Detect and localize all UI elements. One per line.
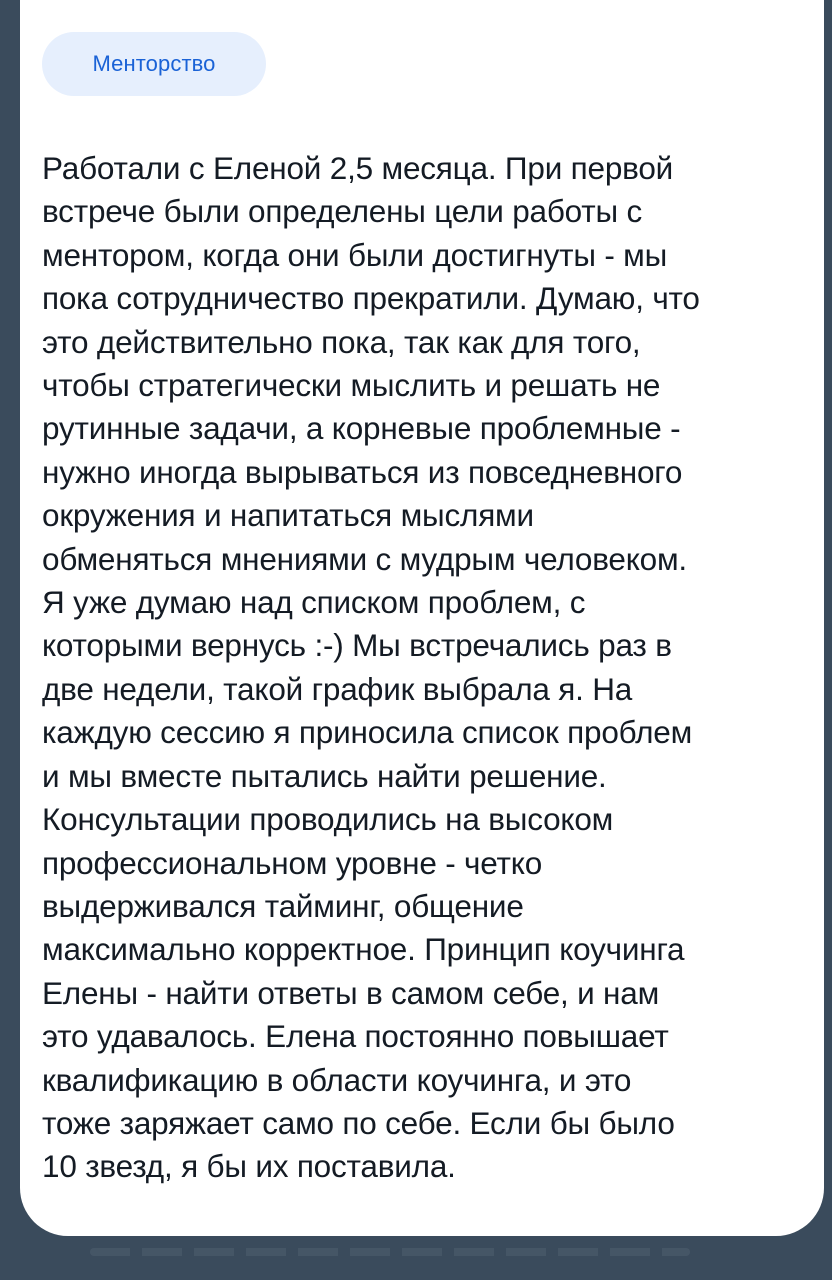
review-line: 10 звезд, я бы их поставила. <box>42 1148 456 1185</box>
review-line: максимально корректное. Принцип коучинга <box>42 931 685 968</box>
category-tag[interactable]: Менторство <box>42 32 266 96</box>
review-line: две недели, такой график выбрала я. На <box>42 670 633 707</box>
review-line: и мы вместе пытались найти решение. <box>42 757 607 794</box>
review-line: квалификацию в области коучинга, и это <box>42 1061 632 1098</box>
review-line: которыми вернусь :-) Мы встречались раз в <box>42 627 672 664</box>
next-card-peek <box>90 1248 690 1256</box>
review-line: обменяться мнениями с мудрым человеком. <box>42 540 687 577</box>
review-line: рутинные задачи, а корневые проблемные - <box>42 410 681 447</box>
review-line: чтобы стратегически мыслить и решать не <box>42 367 661 404</box>
review-line: пока сотрудничество прекратили. Думаю, что <box>42 280 700 317</box>
review-line: выдерживался тайминг, общение <box>42 887 524 924</box>
review-line: встрече были определены цели работы с <box>42 193 643 230</box>
review-card <box>20 0 824 1236</box>
review-line: нужно иногда вырываться из повседневного <box>42 453 683 490</box>
review-line: Елены - найти ответы в самом себе, и нам <box>42 974 660 1011</box>
review-line: каждую сессию я приносила список проблем <box>42 714 693 751</box>
review-line: это действительно пока, так как для того, <box>42 323 641 360</box>
review-line: Работали с Еленой 2,5 месяца. При первой <box>42 150 674 186</box>
review-line: профессиональном уровне - четко <box>42 844 543 881</box>
review-line: Консультации проводились на высоком <box>42 801 614 838</box>
review-line: тоже заряжает само по себе. Если бы было <box>42 1104 675 1141</box>
review-line: это удавалось. Елена постоянно повышает <box>42 1018 669 1055</box>
review-line: Я уже думаю над списком проблем, с <box>42 584 586 621</box>
review-line: ментором, когда они были достигнуты - мы <box>42 236 668 273</box>
review-line: окружения и напитаться мыслями <box>42 497 534 534</box>
review-text <box>42 147 812 1189</box>
